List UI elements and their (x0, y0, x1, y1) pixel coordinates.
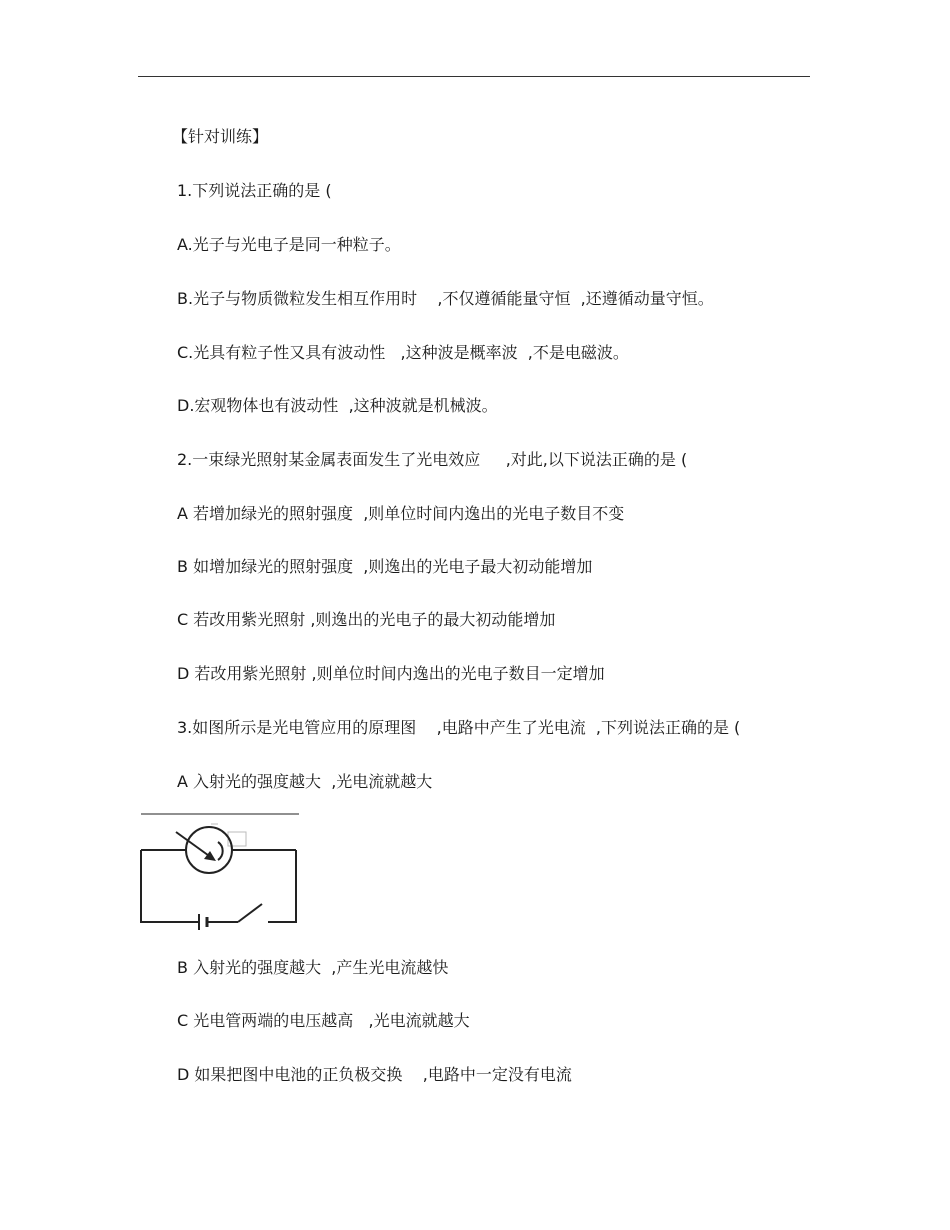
section-heading: 【针对训练】 (172, 127, 269, 146)
question-2-stem: 2.一束绿光照射某金属表面发生了光电效应 ,对此,以下说法正确的是 ( (177, 450, 688, 469)
phototube-cathode (218, 842, 223, 860)
question-3-option-d: D 如果把图中电池的正负极交换 ,电路中一定没有电流 (177, 1065, 572, 1084)
question-1-option-d: D.宏观物体也有波动性 ,这种波就是机械波。 (177, 396, 498, 415)
question-3-option-c: C 光电管两端的电压越高 ,光电流就越大 (177, 1011, 470, 1030)
question-2-option-c: C 若改用紫光照射 ,则逸出的光电子的最大初动能增加 (177, 610, 556, 629)
switch-icon (238, 904, 262, 922)
question-2-option-b: B 如增加绿光的照射强度 ,则逸出的光电子最大初动能增加 (177, 557, 593, 576)
question-1-option-a: A.光子与光电子是同一种粒子。 (177, 235, 401, 254)
phototube-icon (186, 827, 232, 873)
question-3-option-b: B 入射光的强度越大 ,产生光电流越快 (177, 958, 449, 977)
question-1-option-b: B.光子与物质微粒发生相互作用时 ,不仅遵循能量守恒 ,还遵循动量守恒。 (177, 289, 714, 308)
incident-light-arrow-icon (176, 832, 212, 858)
question-3-option-a: A 入射光的强度越大 ,光电流就越大 (177, 772, 433, 791)
circuit-wire-right (268, 850, 296, 922)
phototube-circuit-diagram (138, 810, 308, 930)
header-rule (138, 76, 810, 77)
question-3-stem: 3.如图所示是光电管应用的原理图 ,电路中产生了光电流 ,下列说法正确的是 ( (177, 718, 741, 737)
circuit-wire-left (141, 850, 199, 922)
question-1-option-c: C.光具有粒子性又具有波动性 ,这种波是概率波 ,不是电磁波。 (177, 343, 629, 362)
question-1-stem: 1.下列说法正确的是 ( (177, 181, 332, 200)
question-2-option-d: D 若改用紫光照射 ,则单位时间内逸出的光电子数目一定增加 (177, 664, 605, 683)
question-2-option-a: A 若增加绿光的照射强度 ,则单位时间内逸出的光电子数目不变 (177, 504, 625, 523)
